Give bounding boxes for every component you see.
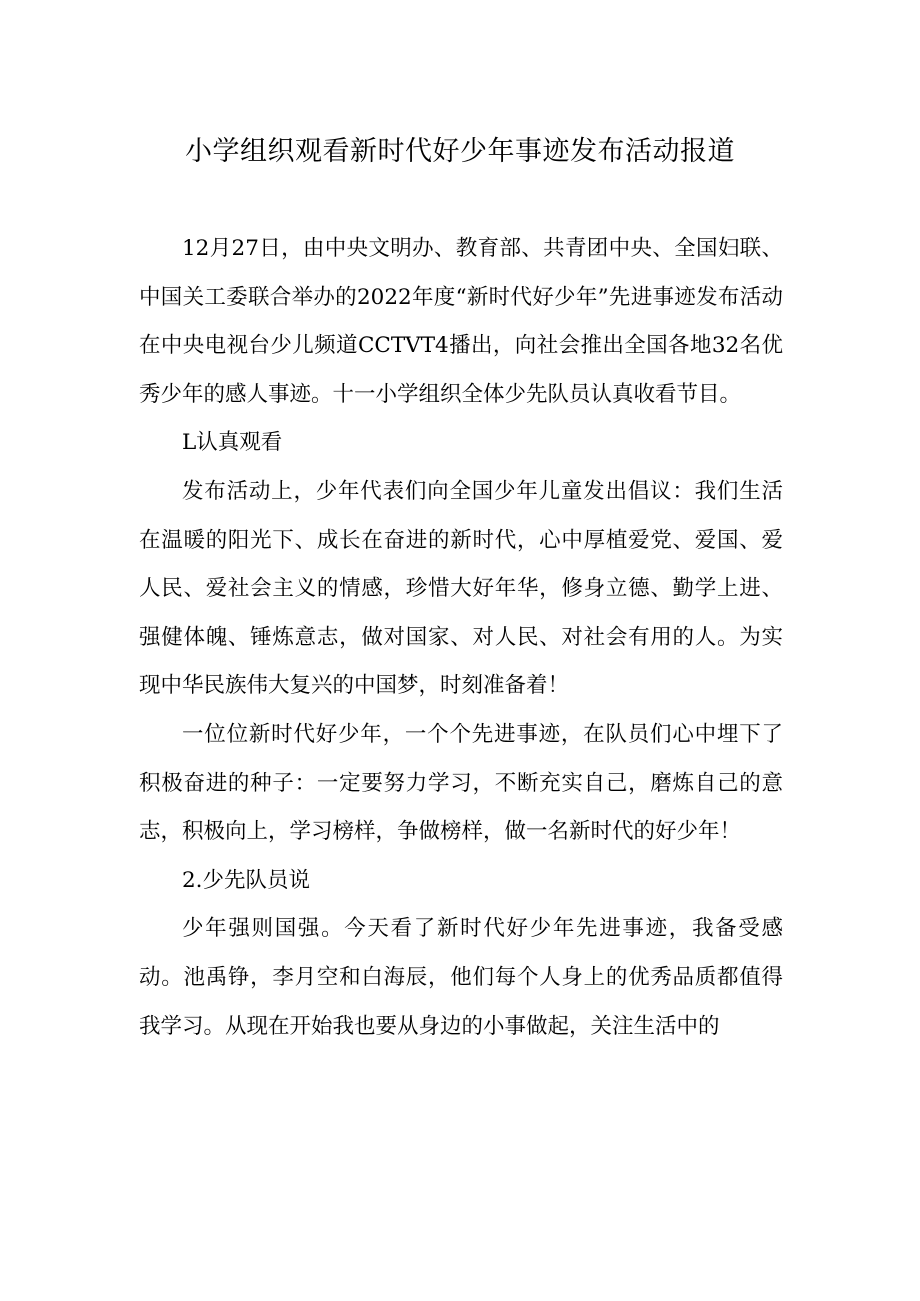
section-heading-pioneers-say: 2.少先队员说 bbox=[182, 867, 311, 893]
page-title: 小学组织观看新时代好少年事迹发布活动报道 bbox=[185, 136, 735, 167]
paragraph-inspiration: 一位位新时代好少年，一个个先进事迹，在队员们心中埋下了积极奋进的种子：一定要努力学习，不断充实自己，磨炼自己的意志，积极向上，学习榜样，争做榜样，做一名新时代的好少年！ bbox=[139, 721, 783, 845]
document-body bbox=[139, 225, 783, 1051]
paragraph-initiative: 发布活动上，少年代表们向全国少年儿童发出倡议：我们生活在温暖的阳光下、成长在奋进的新时代，心中厚植爱党、爱国、爱人民、爱社会主义的情感，珍惜大好年华，修身立德、勤学上进、强健体魄、锤炼意志，做对国家、对人民、对社会有用的人。为实现中华民族伟大复兴的中国梦，时刻准备着！ bbox=[139, 478, 783, 699]
section-heading-watch: L认真观看 bbox=[182, 430, 283, 456]
paragraph-intro: 12月27日，由中央文明办、教育部、共青团中央、全国妇联、中国关工委联合举办的2022年度“新时代好少年”先进事迹发布活动在中央电视台少儿频道CCTVT4播出，向社会推出全国各地32名优秀少年的感人事迹。十一小学组织全体少先队员认真收看节目。 bbox=[139, 236, 783, 407]
paragraph-pioneer-quote: 少年强则国强。今天看了新时代好少年先进事迹，我备受感动。池禹铮，李月空和白海辰，他们每个人身上的优秀品质都值得我学习。从现在开始我也要从身边的小事做起，关注生活中的 bbox=[139, 916, 783, 1039]
